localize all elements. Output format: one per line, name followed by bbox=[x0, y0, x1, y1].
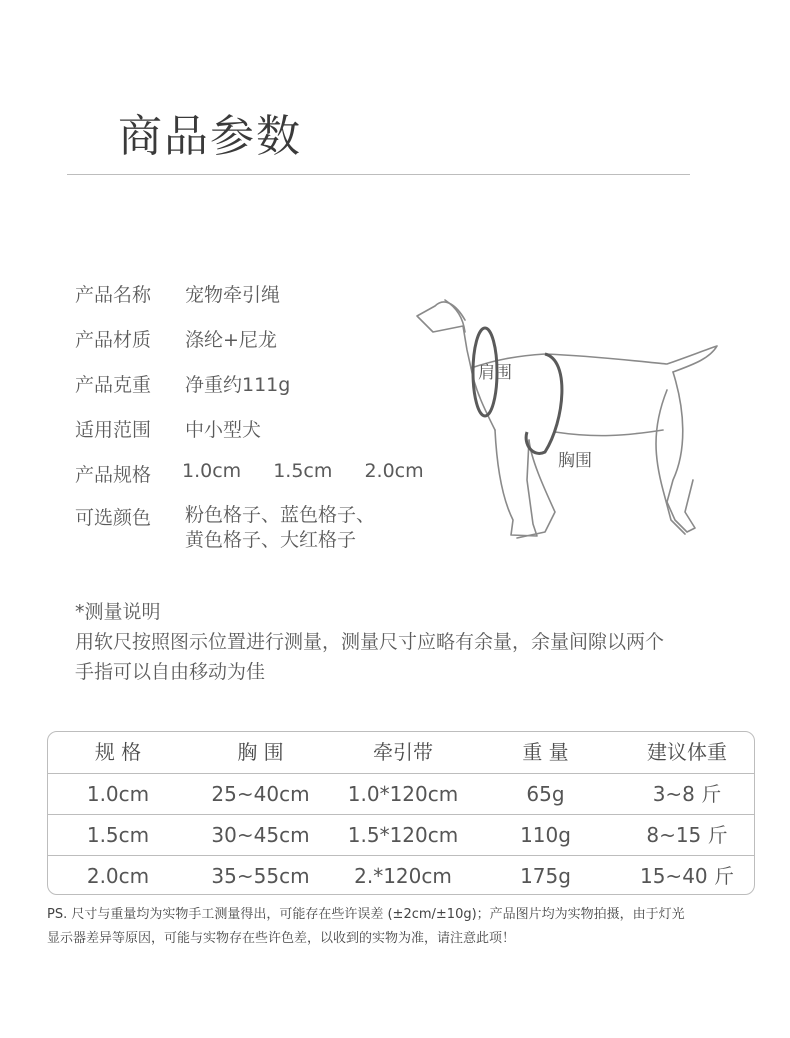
table-header-cell: 牵引带 bbox=[373, 740, 433, 764]
table-cell: 2.*120cm bbox=[354, 864, 452, 888]
spec-value: 中小型犬 bbox=[185, 419, 262, 441]
dog-outline-illustration bbox=[405, 280, 735, 545]
title-divider bbox=[67, 174, 690, 175]
disclaimer-line: PS. 尺寸与重量均为实物手工测量得出，可能存在些许误差 (±2cm/±10g)；产品图片均为实物拍摄，由于灯光 bbox=[47, 907, 685, 922]
size-option: 2.0cm bbox=[364, 460, 424, 482]
table-row bbox=[48, 773, 754, 815]
table-header-cell: 规 格 bbox=[94, 740, 142, 764]
table-header-cell: 建议体重 bbox=[647, 740, 727, 764]
spec-label: 可选颜色 bbox=[75, 507, 152, 529]
spec-value bbox=[185, 503, 375, 553]
spec-label: 适用范围 bbox=[75, 419, 152, 441]
table-cell: 2.0cm bbox=[86, 864, 150, 888]
spec-label: 产品克重 bbox=[75, 374, 152, 396]
measure-heading: *测量说明 bbox=[75, 601, 161, 623]
table-cell: 35~55cm bbox=[211, 864, 310, 888]
table-cell: 110g bbox=[520, 823, 571, 847]
color-line: 黄色格子、大红格子 bbox=[185, 529, 357, 551]
color-line: 粉色格子、蓝色格子、 bbox=[185, 504, 376, 526]
size-table bbox=[47, 731, 755, 895]
disclaimer-line: 显示器差异等原因，可能与实物存在些许色差，以收到的实物为准，请注意此项！ bbox=[47, 931, 516, 946]
table-cell: 1.0*120cm bbox=[347, 782, 459, 806]
table-cell: 8~15 斤 bbox=[646, 823, 728, 847]
spec-value: 宠物牵引绳 bbox=[185, 284, 281, 306]
spec-label: 产品规格 bbox=[75, 464, 152, 486]
table-cell: 1.5*120cm bbox=[347, 823, 459, 847]
table-cell: 30~45cm bbox=[211, 823, 310, 847]
chest-girth-label: 胸围 bbox=[558, 451, 592, 471]
table-cell: 15~40 斤 bbox=[639, 864, 734, 888]
spec-value: 净重约111g bbox=[185, 374, 291, 396]
table-header-row bbox=[48, 732, 754, 773]
table-cell: 25~40cm bbox=[211, 782, 310, 806]
size-option: 1.5cm bbox=[273, 460, 333, 482]
table-cell: 175g bbox=[520, 864, 571, 888]
spec-label: 产品名称 bbox=[75, 284, 152, 306]
disclaimer-note bbox=[47, 903, 767, 951]
table-cell: 3~8 斤 bbox=[652, 782, 722, 806]
table-cell: 1.0cm bbox=[86, 782, 150, 806]
measure-line: 手指可以自由移动为佳 bbox=[75, 661, 266, 683]
spec-value: 涤纶+尼龙 bbox=[185, 329, 277, 351]
table-row bbox=[48, 814, 754, 856]
size-option: 1.0cm bbox=[182, 460, 242, 482]
table-header-cell: 重 量 bbox=[522, 740, 569, 764]
table-cell: 65g bbox=[526, 782, 565, 806]
measure-line: 用软尺按照图示位置进行测量，测量尺寸应略有余量，余量间隙以两个 bbox=[75, 631, 665, 653]
spec-label: 产品材质 bbox=[75, 329, 152, 351]
table-header-cell: 胸 围 bbox=[237, 740, 284, 764]
table-cell: 1.5cm bbox=[86, 823, 150, 847]
shoulder-girth-label: 肩围 bbox=[478, 363, 512, 383]
table-row bbox=[48, 855, 754, 895]
page-title: 商品参数 bbox=[118, 111, 302, 162]
